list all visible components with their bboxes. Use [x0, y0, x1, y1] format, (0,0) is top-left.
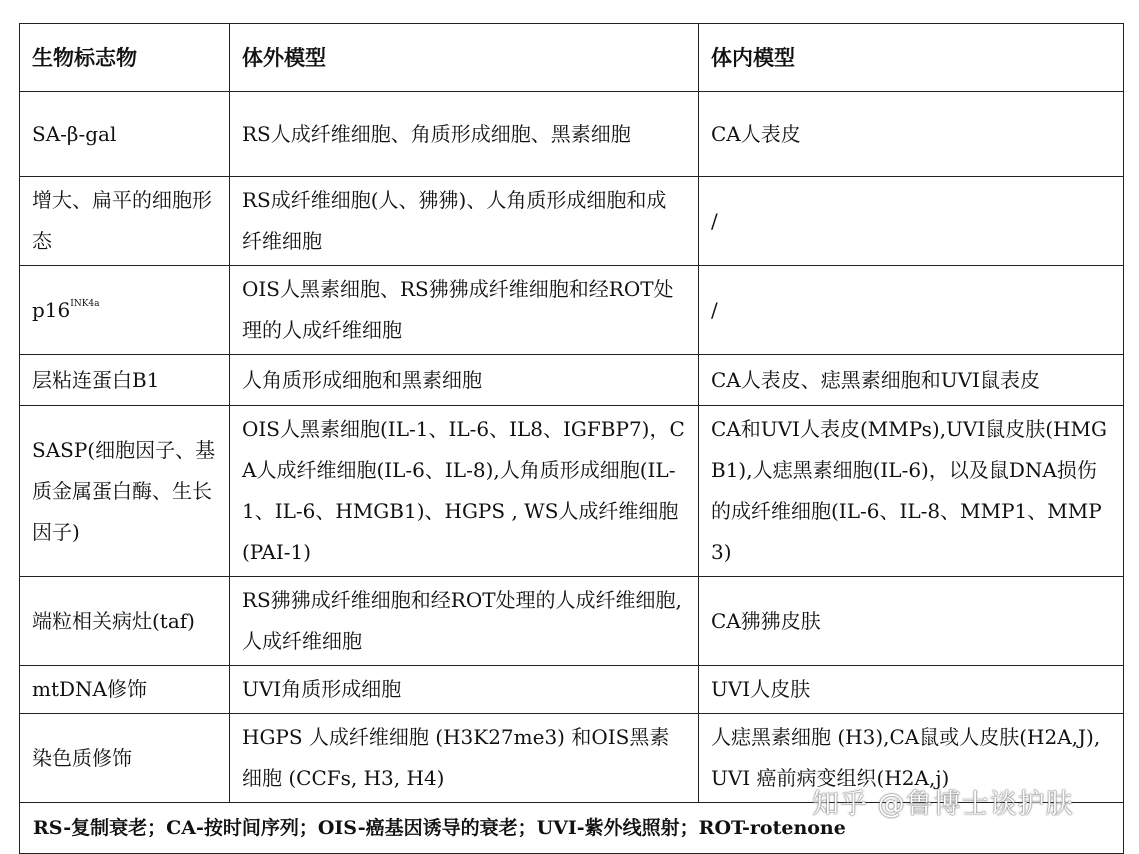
invitro-cell: RS人成纤维细胞、角质形成细胞、黑素细胞	[230, 92, 699, 177]
biomarker-cell	[20, 266, 230, 355]
header-row	[20, 24, 1124, 92]
header-biomarker: 生物标志物	[20, 24, 230, 92]
biomarker-cell: 端粒相关病灶(taf)	[20, 577, 230, 666]
invivo-cell: CA和UVI人表皮(MMPs),UVI鼠皮肤(HMGB1),人痣黑素细胞(IL-6)，以及鼠DNA损伤的成纤维细胞(IL-6、IL-8、MMP1、MMP3)	[699, 406, 1124, 577]
biomarker-superscript: INK4a	[70, 298, 100, 309]
biomarker-text: p16	[32, 297, 71, 322]
table-row	[20, 92, 1124, 177]
invivo-cell: /	[699, 266, 1124, 355]
footnote: RS-复制衰老；CA-按时间序列；OIS-癌基因诱导的衰老；UVI-紫外线照射；ROT-rotenone	[20, 803, 1124, 854]
table-row	[20, 666, 1124, 714]
header-invivo: 体内模型	[699, 24, 1124, 92]
invitro-cell: 人角质形成细胞和黑素细胞	[230, 355, 699, 406]
invivo-cell: CA狒狒皮肤	[699, 577, 1124, 666]
invivo-cell: CA人表皮、痣黑素细胞和UVI鼠表皮	[699, 355, 1124, 406]
biomarker-cell: 增大、扁平的细胞形态	[20, 177, 230, 266]
biomarker-cell: SASP(细胞因子、基质金属蛋白酶、生长因子)	[20, 406, 230, 577]
invitro-cell: OIS人黑素细胞、RS狒狒成纤维细胞和经ROT处理的人成纤维细胞	[230, 266, 699, 355]
table-row	[20, 577, 1124, 666]
invitro-cell: RS成纤维细胞(人、狒狒)、人角质形成细胞和成纤维细胞	[230, 177, 699, 266]
table-row	[20, 406, 1124, 577]
invitro-cell: HGPS 人成纤维细胞 (H3K27me3) 和OIS黑素细胞 (CCFs, H3, H4)	[230, 714, 699, 803]
header-invitro: 体外模型	[230, 24, 699, 92]
watermark-text: 知乎 @鲁博士谈护肤	[812, 789, 1074, 820]
biomarker-table	[19, 23, 1124, 854]
invivo-cell: UVI人皮肤	[699, 666, 1124, 714]
biomarker-cell: SA-β-gal	[20, 92, 230, 177]
invitro-cell: RS狒狒成纤维细胞和经ROT处理的人成纤维细胞,人成纤维细胞	[230, 577, 699, 666]
invitro-cell: UVI角质形成细胞	[230, 666, 699, 714]
table-row	[20, 177, 1124, 266]
invitro-cell: OIS人黑素细胞(IL-1、IL-6、IL8、IGFBP7)，CA人成纤维细胞(IL-6、IL-8),人角质形成细胞(IL-1、IL-6、HMGB1)、HGPS , WS人成纤维细胞(PAI-1)	[230, 406, 699, 577]
biomarker-cell: 染色质修饰	[20, 714, 230, 803]
biomarker-cell: 层粘连蛋白B1	[20, 355, 230, 406]
invivo-cell: CA人表皮	[699, 92, 1124, 177]
table-row	[20, 355, 1124, 406]
table-row	[20, 266, 1124, 355]
invivo-cell: 人痣黑素细胞 (H3),CA鼠或人皮肤(H2A,J),UVI 癌前病变组织(H2A,j)	[699, 714, 1124, 803]
invivo-cell: /	[699, 177, 1124, 266]
biomarker-cell: mtDNA修饰	[20, 666, 230, 714]
